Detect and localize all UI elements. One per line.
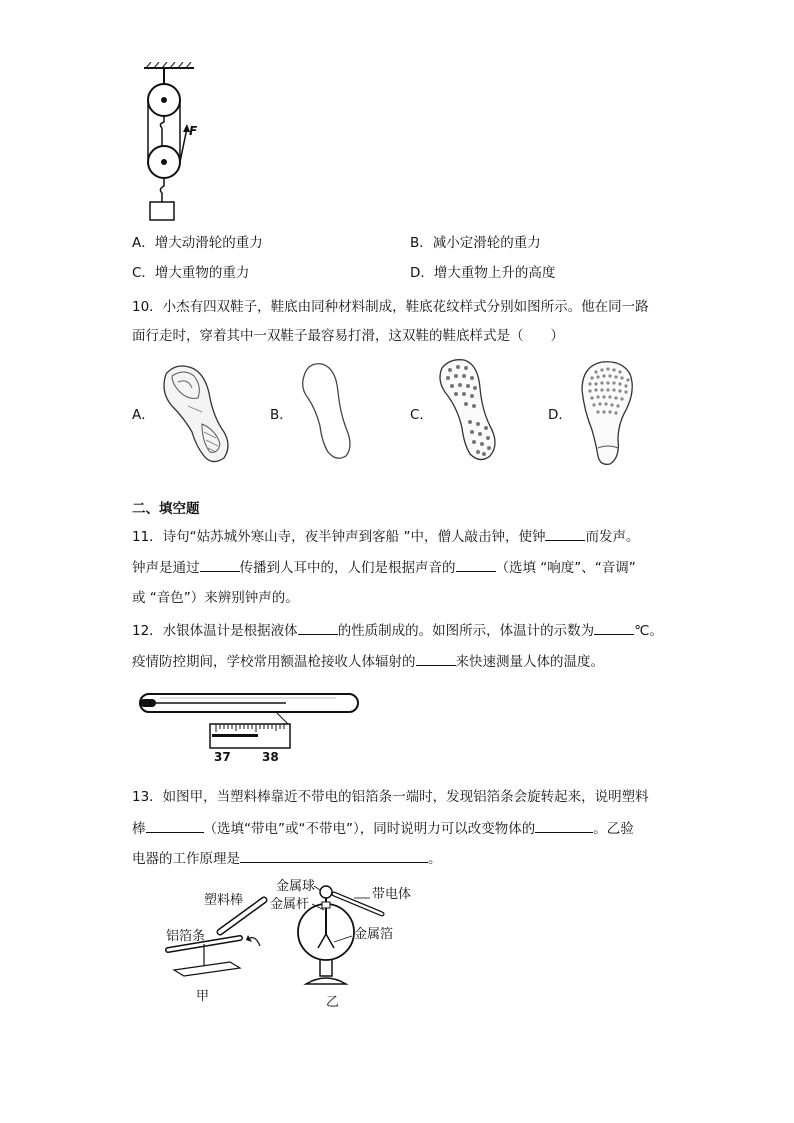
q10-option-b[interactable]: B． — [270, 407, 293, 423]
q12-blank-1[interactable] — [298, 620, 338, 635]
shoe-sole-a-icon — [158, 362, 234, 464]
q12-text: 疫情防控期间，学校常用额温枪接收人体辐射的 — [132, 654, 416, 670]
thermometer-figure — [136, 688, 362, 764]
q11-text: 传播到人耳中的，人们是根据声音的 — [239, 560, 456, 576]
label-metal-rod: 金属杆 — [270, 897, 310, 912]
q10-option-d[interactable]: D． — [548, 407, 572, 423]
q10-option-a[interactable]: A． — [132, 407, 155, 423]
q13-blank-3[interactable] — [240, 848, 428, 863]
q12-blank-3[interactable] — [416, 651, 456, 666]
q9-option-c[interactable]: C．增大重物的重力 — [132, 265, 250, 281]
q13-line1: 13．如图甲，当塑料棒靠近不带电的铝箔条一端时，发现铝箔条会旋转起来，说明塑料 — [132, 789, 649, 805]
q10-option-c[interactable]: C． — [410, 407, 433, 423]
q13-text: 。 — [428, 851, 442, 867]
q10-line2: 面行走时，穿着其中一双鞋子最容易打滑，这双鞋的鞋底样式是（ ） — [132, 328, 564, 344]
q13-blank-2[interactable] — [535, 818, 593, 833]
q12-text: 的性质制成的。如图所示，体温计的示数为 — [337, 623, 595, 639]
force-label: F — [189, 124, 198, 138]
label-foil-strip: 铝箔条 — [166, 929, 206, 944]
label-metal-ball: 金属球 — [276, 879, 316, 894]
q11-blank-1[interactable] — [545, 526, 585, 541]
q12-blank-2[interactable] — [594, 620, 634, 635]
q12-text: ℃。 — [634, 623, 663, 639]
q11-text: 钟声是通过 — [132, 560, 200, 576]
q12-line1 — [132, 620, 663, 640]
q13-line3 — [132, 848, 442, 868]
q9-option-d[interactable]: D．增大重物上升的高度 — [410, 265, 556, 281]
q13-text: 电器的工作原理是 — [132, 851, 240, 867]
shoe-sole-b-icon — [298, 362, 356, 462]
shoe-sole-d-icon — [572, 360, 642, 466]
q11-line1 — [132, 526, 639, 546]
q12-text: 12．水银体温计是根据液体 — [132, 623, 298, 639]
section-title: 二、填空题 — [132, 501, 200, 517]
q13-text: 。乙验 — [593, 821, 634, 837]
thermo-scale-38: 38 — [262, 750, 279, 764]
label-jia: 甲 — [196, 989, 210, 1004]
q9-option-a[interactable]: A．增大动滑轮的重力 — [132, 235, 263, 251]
q13-text: 棒 — [132, 821, 146, 837]
q12-line2 — [132, 651, 604, 671]
label-metal-foil: 金属箔 — [354, 927, 394, 942]
q13-text: （选填“带电”或“不带电”），同时说明力可以改变物体的 — [203, 821, 536, 837]
q11-line2 — [132, 557, 636, 577]
q13-line2 — [132, 818, 634, 838]
q13-blank-1[interactable] — [146, 818, 204, 833]
q11-text: 11．诗句“姑苏城外寒山寺，夜半钟声到客船 ”中，僧人敲击钟，使钟 — [132, 529, 546, 545]
q11-line3: 或 “音色”）来辨别钟声的。 — [132, 590, 299, 606]
thermo-scale-37: 37 — [214, 750, 231, 764]
label-charged-body: 带电体 — [372, 887, 412, 902]
q11-text: （选填 “响度”、“音调” — [495, 560, 636, 576]
q12-text: 来快速测量人体的温度。 — [455, 654, 604, 670]
label-yi: 乙 — [326, 995, 340, 1010]
q10-line1: 10．小杰有四双鞋子，鞋底由同种材料制成，鞋底花纹样式分别如图所示。他在同一路 — [132, 299, 649, 315]
shoe-sole-c-icon — [434, 358, 506, 464]
q11-blank-3[interactable] — [456, 557, 496, 572]
pulley-figure — [140, 62, 200, 224]
q11-blank-2[interactable] — [200, 557, 240, 572]
q11-text: 而发声。 — [585, 529, 640, 545]
q9-option-b[interactable]: B．减小定滑轮的重力 — [410, 235, 541, 251]
label-plastic-rod: 塑料棒 — [204, 893, 244, 908]
